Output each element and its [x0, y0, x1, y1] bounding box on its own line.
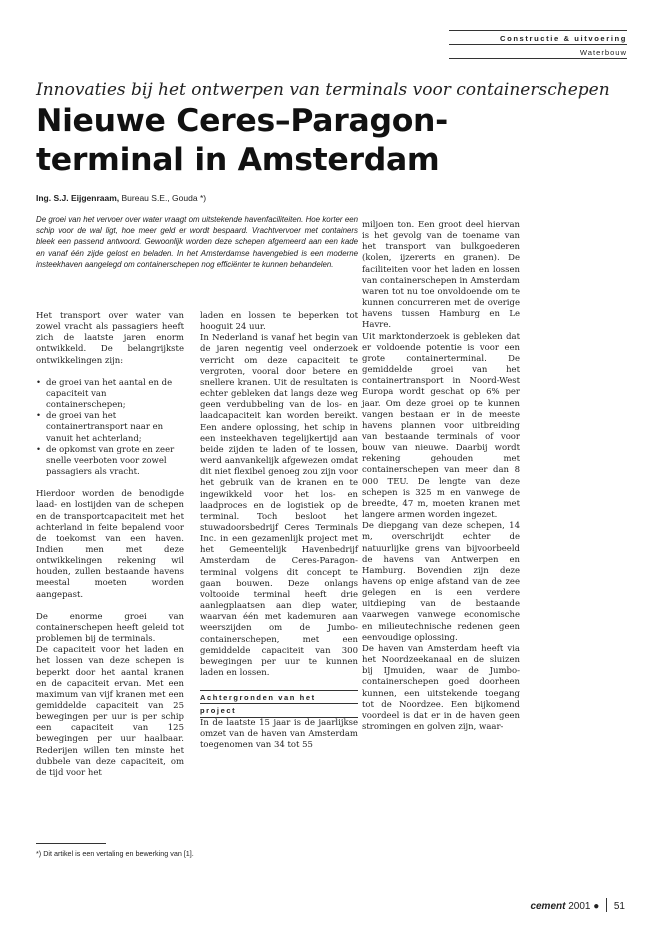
bullet-item: • de opkomst van grote en zeer snelle veerboten voor zowel passagiers als vracht. [36, 445, 184, 478]
bullet-item: • de groei van het aantal en de capaciteit van containerschepen; [36, 378, 184, 411]
paragraph: Hierdoor worden de benodigde laad- en lostijden van de schepen en de transportcapaciteit met het achterland in feite bepalend voor de toekomst van een haven. Indien men met deze ontwikkelingen rekening wil houden, zullen bestaande havens meestal moeten worden aangepast. [36, 489, 184, 600]
author-affiliation: Bureau S.E., Gouda *) [119, 193, 207, 203]
article-title-line2: terminal in Amsterdam [36, 142, 440, 178]
header-rule-bottom [449, 58, 627, 59]
subheading-line2: project [200, 706, 237, 716]
paragraph: In de laatste 15 jaar is de jaarlijkse omzet van de haven van Amsterdam toegenomen van 34 tot 55 [200, 718, 358, 751]
paragraph: De haven van Amsterdam heeft via het Noordzeekanaal en de sluizen bij IJmuiden, waar de Jumbo-containerschepen goed doorheen kunnen, een uitstekende toegang tot de Noordzee. Een bijkomend voordeel is dat er in de haven geen stromingen en golven zijn, waar- [362, 643, 520, 733]
header-rule-middle [449, 44, 627, 45]
footnote-rule [36, 843, 106, 844]
paragraph: Het transport over water van zowel vracht als passagiers heeft zich de laatste jaren enorm ontwikkeld. De belangrijkste ontwikkelingen zijn: [36, 311, 184, 366]
author-name: Ing. S.J. Eijgenraam, [36, 193, 120, 203]
paragraph: De diepgang van deze schepen, 14 m, overschrijdt echter de natuurlijke grens van bijvoorbeeld de havens van Antwerpen en Hamburg. Bovendien zijn deze havens op enige afstand van de zee gelegen en is een verdere uitdieping van de bestaande vaarwegen vanwege economische en milieutechnische redenen geen eenvoudige oplossing. [362, 521, 520, 643]
issue-number-icon: ● [593, 901, 600, 912]
subsection-label: Waterbouw [579, 48, 627, 57]
section-label: Constructie & uitvoering [500, 34, 627, 43]
page-number: 51 [613, 901, 625, 912]
paragraph: De capaciteit voor het laden en het lossen van deze schepen is beperkt door het aantal kranen en de capaciteit ervan. Met een maximum van vijf kranen met een gemiddelde capaciteit van 25 bewegingen per uur is per schip een capaciteit van 125 bewegingen per uur haalbaar. Rederijen willen ten minste het dubbele van deze capaciteit, om de tijd voor het [36, 645, 184, 778]
bullet-list [36, 378, 184, 478]
footnote: *) Dit artikel is een vertaling en bewerking van [1]. [36, 849, 194, 858]
magazine-name: cement [530, 901, 566, 912]
author-byline [36, 193, 206, 203]
text-column-3 [362, 220, 520, 733]
text-column-1 [36, 311, 184, 790]
section-subheading [200, 690, 358, 716]
article-lead: De groei van het vervoer over water vraagt om uitstekende havenfaciliteiten. Hoe korter een schip voor de wal ligt, hoe meer geld er wordt bespaard. Vrachtvervoer met containers bleek een passend antwoord. Gewoonlijk worden deze schepen afgemeerd aan een kade en vanaf één zijde gelost en beladen. In het Amsterdamse havengebied is een moderne insteekhaven aangelegd om containerschepen nog efficiënter te kunnen behandelen. [36, 215, 358, 269]
text-column-2 [200, 311, 358, 763]
paragraph: In Nederland is vanaf het begin van de jaren negentig veel onderzoek verricht om deze capaciteit te vergroten, vooral door betere en snellere kranen. Uit de resultaten is echter gebleken dat langs deze weg geen verdubbeling van de los- en laadcapaciteit kan worden bereikt. Een andere oplossing, het schip in een insteekhaven tegelijkertijd aan beide zijden te laden of te lossen, werd aanvankelijk afgewezen omdat dit niet flexibel genoeg zou zijn voor het gebruik van de kranen en te ingewikkeld voor het los- en laadproces en de logistiek op de terminal. Toch besloot het stuwadoorsbedrijf Ceres Terminals Inc. in een gezamenlijk project met het Gemeentelijk Havenbedrijf Amsterdam de Ceres-Paragon-terminal volgens dit concept te gaan bouwen. Deze onlangs voltooide terminal heeft drie aanlegplaatsen aan diep water, waarvan één met kademuren aan weerszijden om de Jumbo-containerschepen, met een gemiddelde capaciteit van 300 bewegingen per uur te kunnen laden en lossen. [200, 333, 358, 678]
header-rule-top [449, 30, 627, 31]
bullet-item: • de groei van het containertransport naar en vanuit het achterland; [36, 411, 184, 444]
issue-year: 2001 [568, 901, 591, 912]
subheading-line1: Achtergronden van het [200, 692, 358, 704]
folio-divider [606, 898, 607, 912]
article-title-line1: Nieuwe Ceres–Paragon- [36, 103, 448, 139]
article-title [36, 102, 448, 180]
article-kicker: Innovaties bij het ontwerpen van terminals voor containerschepen [36, 80, 610, 100]
paragraph: laden en lossen te beperken tot hooguit 24 uur. [200, 311, 358, 333]
paragraph: Uit marktonderzoek is gebleken dat er voldoende potentie is voor een grote containerterminal. De gemiddelde groei van het containertransport in Noord-West Europa wordt geschat op 6% per jaar. Om deze groei op te kunnen vangen bestaan er in de meeste havens plannen voor uitbreiding van bestaande terminals of voor bouw van nieuwe. Daarbij wordt rekening gehouden met containerschepen van meer dan 8 000 TEU. De lengte van deze schepen is 325 m en vanwege de breedte, 47 m, moeten kranen met langere armen worden ingezet. [362, 331, 520, 521]
paragraph: De enorme groei van containerschepen heeft geleid tot problemen bij de terminals. [36, 611, 184, 645]
paragraph: miljoen ton. Een groot deel hiervan is het gevolg van de toename van het transport van bulkgoederen (kolen, ijzererts en granen). De faciliteiten voor het laden en lossen van containerschepen in Amsterdam waren tot nu toe onvoldoende om te kunnen concurreren met de overige havens tussen Hamburg en Le Havre. [362, 220, 520, 331]
page-folio [530, 898, 625, 912]
